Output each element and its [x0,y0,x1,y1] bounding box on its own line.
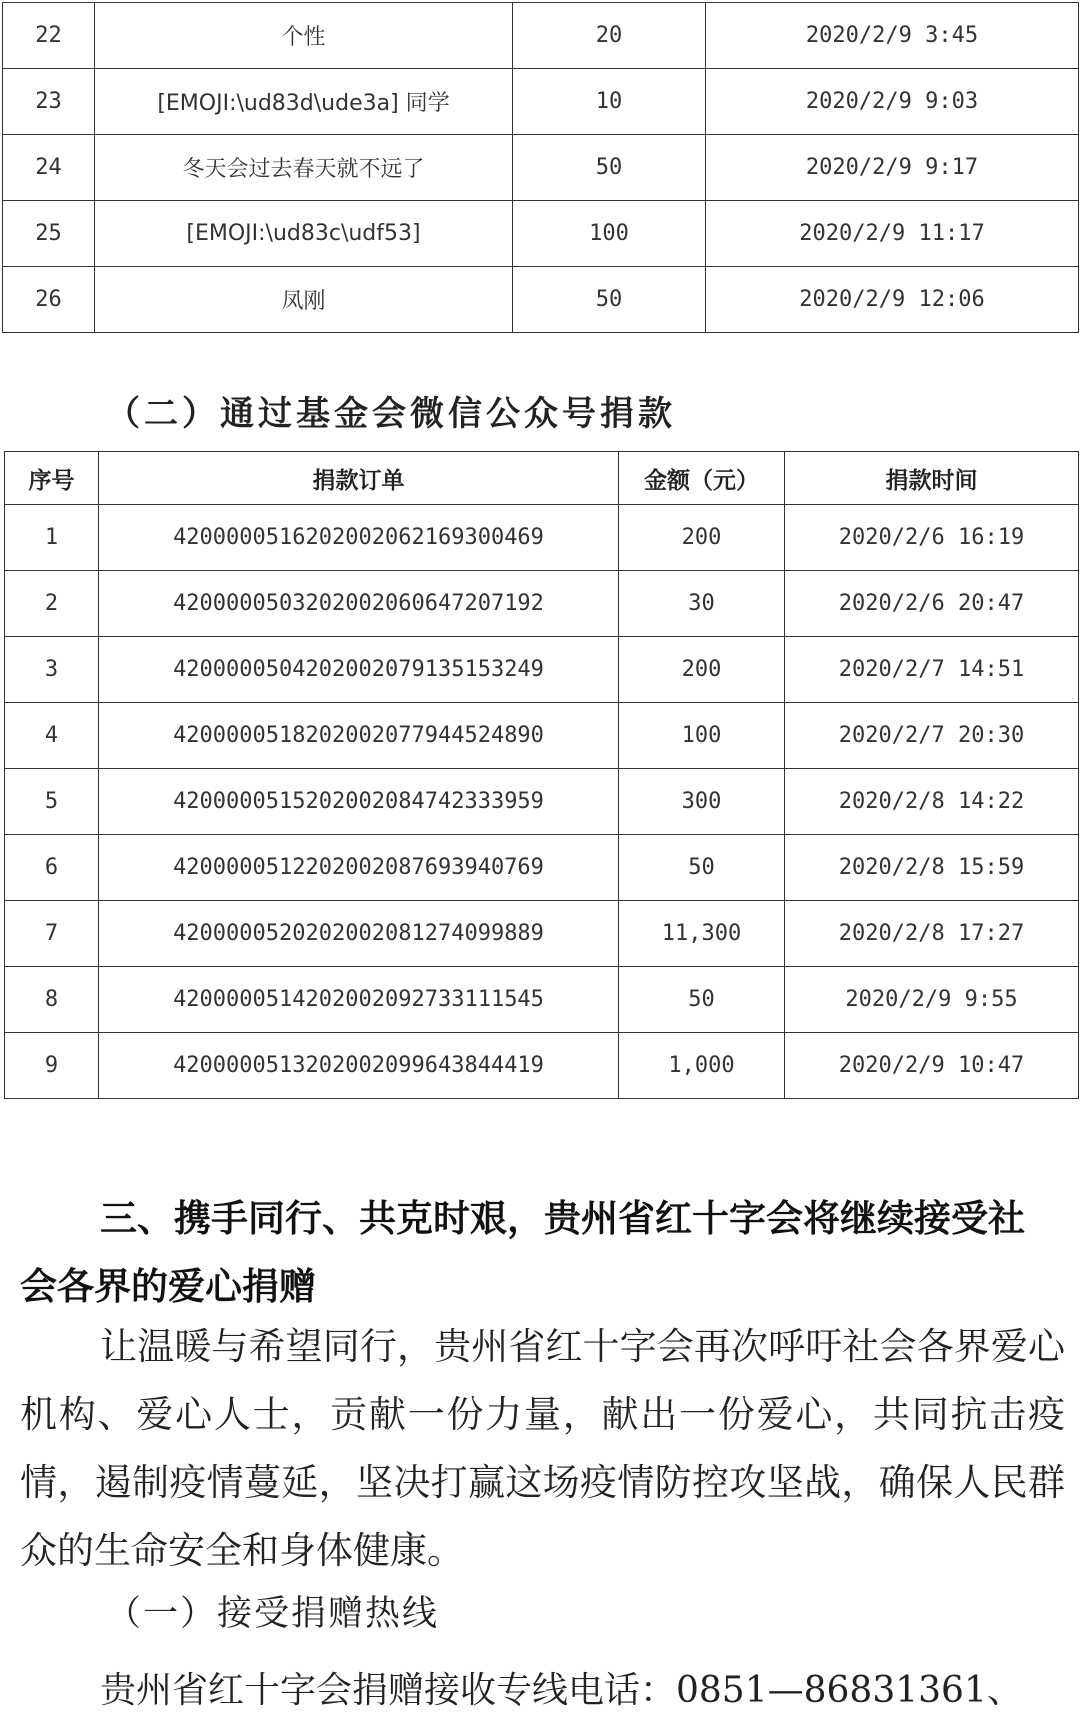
cell-order: 4200000514202002092733111545 [99,967,619,1033]
cell-time: 2020/2/9 10:47 [785,1033,1079,1099]
subsection-hotline-title: （一）接受捐赠热线 [106,1594,440,1634]
appeal-paragraph: 让温暖与希望同行，贵州省红十字会再次呼吁社会各界爱心机构、爱心人士，贡献一份力量，献出一份爱心，共同抗击疫情，遏制疫情蔓延，坚决打赢这场疫情防控攻坚战，确保人民群众的生命安全和身体健康。 [20,1325,1065,1572]
cell-order: 4200000520202002081274099889 [99,901,619,967]
table-row [5,835,1079,901]
hotline-text: 贵州省红十字会捐赠接收专线电话：0851—86831361、 [100,1670,1023,1711]
cell-amount: 10 [513,69,706,135]
cell-no: 5 [5,769,99,835]
cell-no: 22 [3,3,95,69]
cell-amount: 20 [513,3,706,69]
cell-amount: 50 [513,135,706,201]
cell-no: 26 [3,267,95,333]
table-row [3,267,1079,333]
table-row [5,967,1079,1033]
cell-order: 4200000516202002062169300469 [99,505,619,571]
cell-time: 2020/2/8 14:22 [785,769,1079,835]
cell-time: 2020/2/9 3:45 [706,3,1079,69]
header-amount: 金额（元） [619,452,785,505]
cell-amount: 1,000 [619,1033,785,1099]
cell-time: 2020/2/6 16:19 [785,505,1079,571]
cell-time: 2020/2/9 11:17 [706,201,1079,267]
cell-order: 4200000513202002099643844419 [99,1033,619,1099]
table-row [5,703,1079,769]
header-donation-time: 捐款时间 [785,452,1079,505]
cell-no: 23 [3,69,95,135]
cell-no: 24 [3,135,95,201]
cell-time: 2020/2/9 9:55 [785,967,1079,1033]
table-row [5,637,1079,703]
section-three-heading: 三、携手同行、共克时艰，贵州省红十字会将继续接受社会各界的爱心捐赠 [20,1197,1025,1308]
cell-order: 4200000518202002077944524890 [99,703,619,769]
cell-name: [EMOJI:\ud83d\ude3a] 同学 [95,69,513,135]
cell-no: 25 [3,201,95,267]
cell-amount: 100 [513,201,706,267]
header-donation-order: 捐款订单 [99,452,619,505]
cell-amount: 300 [619,769,785,835]
table-row [3,135,1079,201]
cell-no: 3 [5,637,99,703]
cell-amount: 30 [619,571,785,637]
cell-time: 2020/2/9 9:03 [706,69,1079,135]
header-serial-no: 序号 [5,452,99,505]
cell-no: 6 [5,835,99,901]
cell-order: 4200000515202002084742333959 [99,769,619,835]
table-header-row [5,452,1079,505]
table-row [5,505,1079,571]
cell-no: 9 [5,1033,99,1099]
cell-time: 2020/2/8 17:27 [785,901,1079,967]
cell-no: 4 [5,703,99,769]
cell-time: 2020/2/8 15:59 [785,835,1079,901]
cell-amount: 50 [619,967,785,1033]
cell-no: 1 [5,505,99,571]
cell-name: [EMOJI:\ud83c\udf53] [95,201,513,267]
cell-amount: 200 [619,505,785,571]
table-row [5,769,1079,835]
cell-time: 2020/2/6 20:47 [785,571,1079,637]
cell-no: 7 [5,901,99,967]
cell-time: 2020/2/9 12:06 [706,267,1079,333]
cell-name: 个性 [95,3,513,69]
donation-table-continued [2,2,1079,333]
cell-no: 2 [5,571,99,637]
cell-order: 4200000504202002079135153249 [99,637,619,703]
table-row [3,201,1079,267]
cell-time: 2020/2/7 14:51 [785,637,1079,703]
cell-amount: 200 [619,637,785,703]
cell-name: 凤刚 [95,267,513,333]
cell-amount: 100 [619,703,785,769]
cell-time: 2020/2/7 20:30 [785,703,1079,769]
wechat-donation-table [4,451,1079,1099]
table-row [3,3,1079,69]
cell-amount: 50 [513,267,706,333]
table-row [5,571,1079,637]
cell-name: 冬天会过去春天就不远了 [95,135,513,201]
cell-no: 8 [5,967,99,1033]
cell-amount: 11,300 [619,901,785,967]
section-title-wechat-donations: （二）通过基金会微信公众号捐款 [106,394,676,434]
table-row [5,901,1079,967]
table-row [3,69,1079,135]
cell-order: 4200000503202002060647207192 [99,571,619,637]
cell-amount: 50 [619,835,785,901]
cell-order: 4200000512202002087693940769 [99,835,619,901]
cell-time: 2020/2/9 9:17 [706,135,1079,201]
table-row [5,1033,1079,1099]
